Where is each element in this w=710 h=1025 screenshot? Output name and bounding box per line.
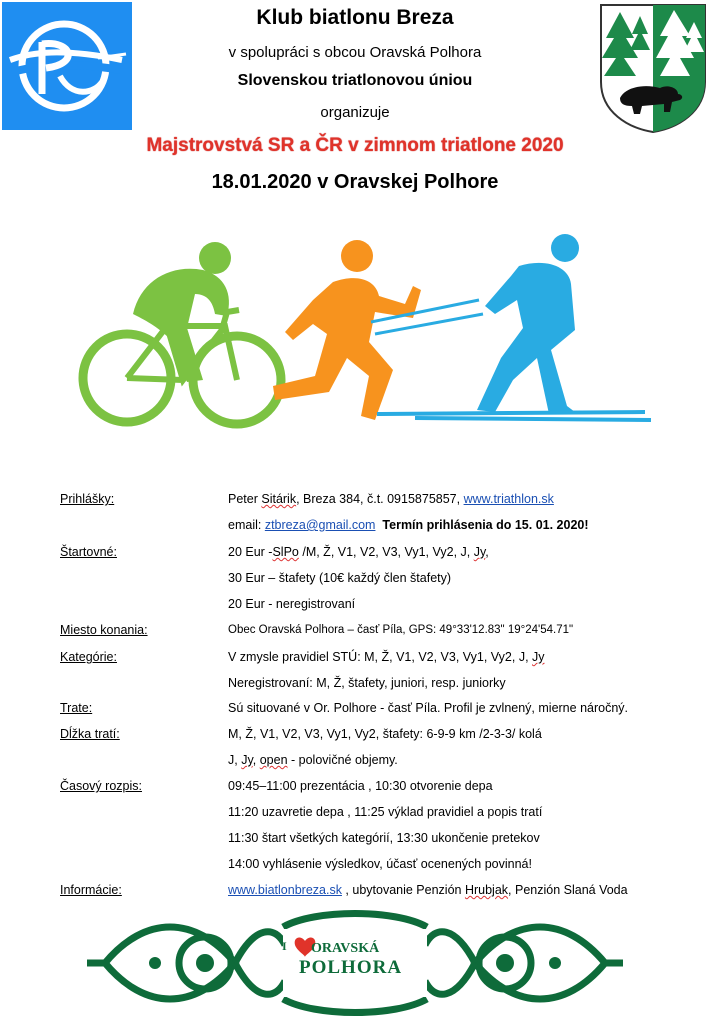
- startovne-1a: 20 Eur -: [228, 545, 273, 559]
- cyclist-body-icon: [133, 242, 231, 382]
- kategorie-line-2: Neregistrovaní: M, Ž, štafety, juniori, resp. juniorky: [228, 676, 506, 690]
- prihlasky-text-b: , Breza 384, č.t. 0915875857,: [296, 492, 464, 506]
- header-line-1: v spolupráci s obcou Oravská Polhora: [228, 44, 482, 61]
- skier-icon: [371, 234, 651, 420]
- dlzka-2a: J,: [228, 753, 242, 767]
- prihlasky-label: Prihlášky:: [60, 492, 115, 506]
- footer-logo-i: I: [282, 939, 287, 953]
- startovne-label: Štartovné:: [60, 545, 117, 559]
- miesto-value: Obec Oravská Polhora – časť Píla, GPS: 49°33'12.83" 19°24'54.71": [228, 624, 574, 636]
- oravska-polhora-footer-logo: [85, 905, 625, 1020]
- info-label: Informácie:: [60, 883, 122, 897]
- info-name: Hrubjak: [464, 883, 509, 897]
- miesto-label: Miesto konania:: [60, 623, 148, 637]
- startovne-line-1: [228, 545, 489, 559]
- startovne-1c: /M, Ž, V1, V2, V3, Vy1, Vy2, J,: [298, 545, 474, 559]
- kategorie-line-1: [228, 650, 545, 664]
- rozpis-line-4: 14:00 vyhlásenie výsledkov, účasť ocenených povinná!: [228, 857, 532, 871]
- polhora-crest: [598, 2, 708, 134]
- club-logo: [2, 2, 132, 130]
- prihlasky-value: [228, 492, 554, 506]
- club-name: Klub biatlonu Breza: [256, 6, 454, 29]
- startovne-1b: SlPo: [272, 545, 299, 559]
- email-link[interactable]: ztbreza@gmail.com: [264, 518, 376, 532]
- dlzka-2c: ,: [252, 753, 260, 767]
- biatlonbreza-link[interactable]: www.biatlonbreza.sk: [228, 883, 342, 897]
- dlzka-2d: open: [259, 753, 288, 767]
- triathlon-link[interactable]: www.triathlon.sk: [463, 492, 554, 506]
- rozpis-line-2: 11:20 uzavretie depa , 11:25 výklad pravidiel a popis tratí: [228, 805, 543, 819]
- dlzka-2b: Jy: [241, 753, 253, 767]
- startovne-1d: Jy: [473, 545, 486, 559]
- dlzka-label: Dĺžka tratí:: [60, 727, 120, 741]
- dlzka-line-1: M, Ž, V1, V2, V3, Vy1, Vy2, štafety: 6-9-9 km /2-3-3/ kolá: [228, 727, 542, 741]
- crest-emblem-icon: [598, 2, 708, 134]
- email-value: [228, 518, 589, 532]
- info-text-a: , ubytovanie Penzión: [341, 883, 465, 897]
- startovne-1e: ,: [485, 545, 489, 559]
- info-value: [228, 883, 628, 897]
- startovne-line-2: 30 Eur – štafety (10€ každý člen štafety): [228, 571, 452, 585]
- dlzka-2e: - polovičné objemy.: [287, 753, 398, 767]
- footer-logo-line-1: ORAVSKÁ: [311, 941, 380, 956]
- email-deadline: Termín prihlásenia do 15. 01. 2020!: [382, 518, 589, 532]
- rozpis-line-3: 11:30 štart všetkých kategórií, 13:30 ukončenie pretekov: [228, 831, 540, 845]
- prihlasky-text-a: Peter: [228, 492, 262, 506]
- startovne-line-3: 20 Eur - neregistrovaní: [228, 597, 356, 611]
- trate-label: Trate:: [60, 701, 93, 715]
- trate-value: Sú situované v Or. Polhore - časť Píla. Profil je zvlnený, mierne náročný.: [228, 701, 629, 715]
- kategorie-1a: V zmysle pravidiel STÚ: M, Ž, V1, V2, V3, Vy1, Vy2, J,: [228, 650, 533, 664]
- kategorie-1b: Jy: [532, 650, 545, 664]
- footer-logo-line-2: POLHORA: [299, 957, 403, 978]
- triathlon-artwork: [75, 230, 655, 440]
- dlzka-line-2: [228, 753, 398, 767]
- email-prefix: email:: [228, 518, 265, 532]
- header-line-2: Slovenskou triatlonovou úniou: [237, 72, 473, 89]
- event-date-place: 18.01.2020 v Oravskej Polhore: [211, 171, 499, 193]
- club-logo-emblem-icon: [2, 2, 132, 130]
- prihlasky-name: Sitárik: [261, 492, 297, 506]
- kategorie-label: Kategórie:: [60, 650, 117, 664]
- info-text-b: , Penzión Slaná Voda: [508, 883, 628, 897]
- event-title: Majstrovstvá SR a ČR v zimnom triatlone 2020: [146, 135, 564, 156]
- header-line-3: organizuje: [320, 104, 390, 121]
- rozpis-label: Časový rozpis:: [60, 779, 142, 793]
- rozpis-line-1: 09:45–11:00 prezentácia , 10:30 otvorenie depa: [228, 779, 493, 793]
